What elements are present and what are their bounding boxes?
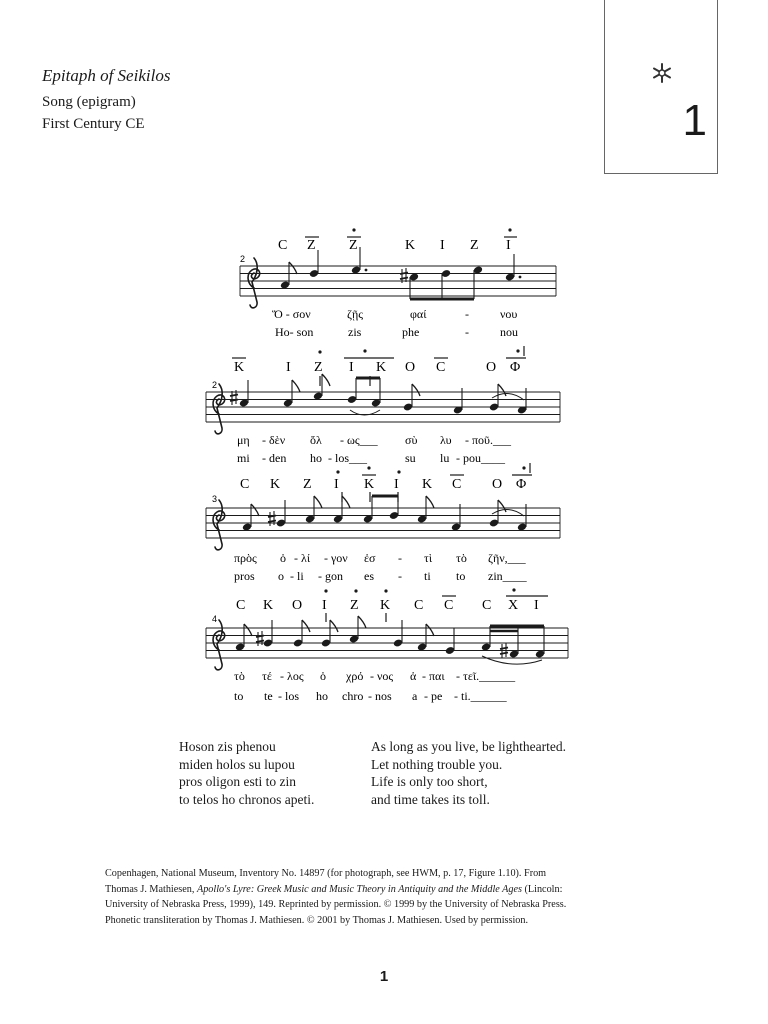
svg-text:- gon: - gon — [318, 569, 343, 583]
svg-text:O: O — [405, 360, 416, 375]
staff-system-2 — [206, 346, 560, 465]
svg-text:Z: Z — [307, 238, 316, 253]
svg-text:lu: lu — [440, 451, 450, 465]
notes — [280, 247, 522, 299]
svg-text:o: o — [278, 569, 284, 583]
svg-text:μη: μη — [237, 433, 250, 447]
svg-text:nou: nou — [500, 325, 518, 339]
svg-text:C: C — [240, 477, 250, 492]
svg-text:K: K — [263, 598, 274, 613]
svg-text:νου: νου — [500, 307, 518, 321]
svg-text:λυ: λυ — [440, 433, 452, 447]
svg-text:C: C — [444, 598, 454, 613]
svg-text:mi: mi — [237, 451, 250, 465]
notation-letters — [240, 477, 526, 492]
svg-text:K: K — [270, 477, 281, 492]
svg-text:zin____: zin____ — [488, 569, 527, 583]
svg-text:-: - — [398, 569, 402, 583]
svg-text:to: to — [456, 569, 466, 583]
greek-lyrics — [237, 433, 512, 447]
chapter-number: 1 — [682, 96, 707, 145]
svg-text:- li: - li — [290, 569, 304, 583]
svg-text:te: te — [264, 689, 273, 703]
svg-text:Z: Z — [314, 360, 323, 375]
svg-text:- den: - den — [262, 451, 287, 465]
svg-text:- los: - los — [278, 689, 299, 703]
svg-text:C: C — [278, 238, 288, 253]
svg-text:ti: ti — [424, 569, 431, 583]
svg-text:Z: Z — [350, 598, 359, 613]
svg-text:τέ: τέ — [262, 669, 272, 683]
svg-text:-: - — [398, 551, 402, 565]
page-number: 1 — [379, 968, 389, 985]
svg-text:- los___: - los___ — [328, 451, 367, 465]
notation-letters — [236, 598, 539, 613]
svg-text:Z: Z — [470, 238, 479, 253]
svg-text:ζῆν,___: ζῆν,___ — [488, 551, 526, 565]
svg-text:C: C — [452, 477, 462, 492]
svg-text:I: I — [394, 477, 399, 492]
svg-text:su: su — [405, 451, 416, 465]
greek-lyrics — [234, 551, 527, 565]
svg-text:O: O — [292, 598, 303, 613]
svg-text:ho: ho — [316, 689, 328, 703]
svg-text:C: C — [236, 598, 246, 613]
svg-text:K: K — [376, 360, 387, 375]
measure-label: 2 — [212, 380, 218, 390]
svg-text:I: I — [534, 598, 539, 613]
piece-genre: Song (epigram) — [42, 94, 136, 110]
svg-text:to: to — [234, 689, 244, 703]
svg-text:K: K — [380, 598, 391, 613]
svg-text:phe: phe — [402, 325, 420, 339]
svg-text:Z: Z — [303, 477, 312, 492]
svg-text:τὶ: τὶ — [424, 551, 433, 565]
svg-text:pros: pros — [234, 569, 255, 583]
staff-system-3 — [206, 463, 560, 583]
svg-text:C: C — [414, 598, 424, 613]
svg-text:K: K — [422, 477, 433, 492]
svg-text:- λος: - λος — [280, 669, 304, 683]
svg-text:chro: chro — [342, 689, 364, 703]
svg-text:- λί: - λί — [294, 551, 311, 565]
notation-letters — [278, 238, 511, 253]
svg-text:- τεῖ.______: - τεῖ.______ — [456, 669, 516, 683]
svg-text:O: O — [492, 477, 503, 492]
transliteration-lyrics — [275, 325, 518, 339]
svg-text:K: K — [405, 238, 416, 253]
svg-text:C: C — [482, 598, 492, 613]
svg-text:Φ: Φ — [516, 477, 527, 492]
svg-text:I: I — [334, 477, 339, 492]
svg-text:ὁ: ὁ — [320, 669, 326, 683]
svg-text:Φ: Φ — [510, 360, 521, 375]
svg-text:- ποῦ.___: - ποῦ.___ — [465, 433, 511, 447]
svg-text:- pou____: - pou____ — [456, 451, 505, 465]
source-credits: Copenhagen, National Museum, Inventory No. 14897 (for photograph, see HWM, p. 17, Figure 1.10). From Thomas J. Mathiesen, Apollo's Lyre: Greek Music and Music Theory in Antiquity and the Middle Ages (Lincoln: University of Nebraska Press, 1999), 149. Reprinted by permission. © 1999 by the University of Nebraska Press. Phonetic transliteration by Thomas J. Mathiesen. © 2001 by Thomas J. Mathiesen. Used by permission. — [105, 868, 567, 926]
transliteration-lyrics — [234, 569, 528, 583]
svg-text:- ως___: - ως___ — [340, 433, 378, 447]
svg-text:I: I — [349, 360, 354, 375]
staff-system-1 — [240, 228, 556, 339]
svg-text:I: I — [322, 598, 327, 613]
svg-text:ho: ho — [310, 451, 322, 465]
svg-text:ζῇς: ζῇς — [347, 307, 363, 321]
svg-text:K: K — [234, 360, 245, 375]
svg-text:- γον: - γον — [324, 551, 348, 565]
greek-lyrics — [234, 669, 516, 683]
svg-text:Ho- son: Ho- son — [275, 325, 314, 339]
svg-text:- δὲν: - δὲν — [262, 433, 286, 447]
svg-text:ὅλ: ὅλ — [310, 433, 322, 447]
svg-text:χρό: χρό — [346, 669, 364, 683]
measure-label: 3 — [212, 494, 218, 504]
svg-text:I: I — [506, 238, 511, 253]
svg-text:-: - — [465, 325, 469, 339]
staff-system-4 — [206, 588, 568, 703]
svg-text:τὸ: τὸ — [234, 669, 245, 683]
svg-text:K: K — [364, 477, 375, 492]
svg-text:-: - — [465, 307, 469, 321]
svg-text:C: C — [436, 360, 446, 375]
svg-text:I: I — [286, 360, 291, 375]
svg-text:- ti.______: - ti.______ — [454, 689, 507, 703]
svg-text:- nos: - nos — [368, 689, 392, 703]
svg-text:ὀ: ὀ — [280, 551, 286, 565]
book-title: Apollo's Lyre: Greek Music and Music Theory in Antiquity and the Middle Ages — [196, 883, 522, 895]
svg-text:ἀ: ἀ — [410, 669, 417, 683]
svg-text:- pe: - pe — [424, 689, 443, 703]
svg-text:es: es — [364, 569, 374, 583]
measure-label: 2 — [240, 254, 246, 264]
piece-title: Epitaph of Seikilos — [42, 66, 171, 85]
svg-text:φαί: φαί — [410, 307, 427, 321]
measure-label: 4 — [212, 614, 218, 624]
svg-text:X: X — [508, 598, 519, 613]
piece-date: First Century CE — [42, 116, 145, 132]
greek-lyrics — [272, 307, 517, 321]
svg-text:πρὸς: πρὸς — [234, 551, 257, 565]
translation-text: As long as you live, be lighthearted. Let nothing trouble you. Life is only too short, and time takes its toll. — [371, 739, 566, 807]
svg-text:O: O — [486, 360, 497, 375]
svg-text:- νος: - νος — [370, 669, 394, 683]
svg-text:Ὅ - σον: Ὅ - σον — [272, 307, 311, 321]
transliteration-lyrics — [237, 451, 506, 465]
svg-text:a: a — [412, 689, 418, 703]
svg-text:- παι: - παι — [422, 669, 445, 683]
svg-text:zis: zis — [348, 325, 362, 339]
svg-text:σὺ: σὺ — [405, 433, 418, 447]
transliteration-text: Hoson zis phenou miden holos su lupou pros oligon esti to zin to telos ho chronos apeti. — [179, 739, 315, 807]
svg-text:τὸ: τὸ — [456, 551, 467, 565]
svg-text:ἐσ: ἐσ — [364, 551, 376, 565]
notation-letters — [234, 360, 520, 375]
svg-text:I: I — [440, 238, 445, 253]
svg-text:Z: Z — [349, 238, 358, 253]
transliteration-lyrics — [234, 689, 508, 703]
